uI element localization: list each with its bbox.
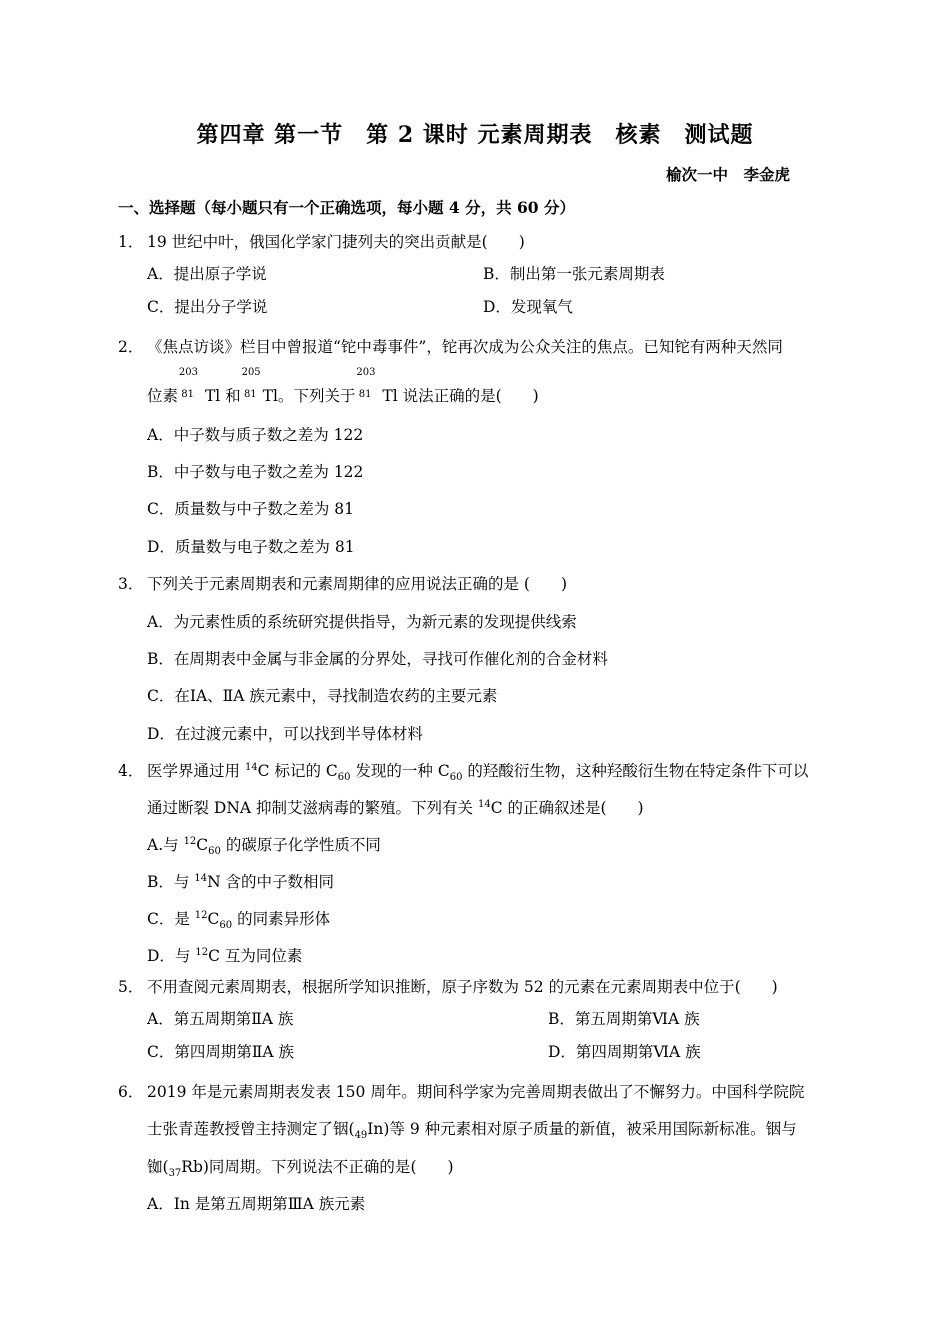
superscript: 12 [183,835,197,847]
question-text: 不用查阅元素周期表，根据所学知识推断，原子序数为 52 的元素在元素周期表中位于( ) [147,978,778,996]
atomic-number: 81 [243,389,257,400]
section-heading: 一、选择题（每小题只有一个正确选项，每小题 4 分，共 60 分） [118,198,575,217]
text-fragment: 铷( [147,1158,169,1176]
text-fragment: C．是 [147,910,195,928]
text-fragment: C 的正确叙述是( ) [490,799,644,817]
text-fragment: Tl。下列关于 [262,387,356,405]
option-d: D．第四周期第ⅥA 族 [548,1043,701,1061]
option-c: C．质量数与中子数之差为 81 [147,500,355,518]
question-text-line-2 [147,796,644,818]
atomic-number: 81 [358,389,372,400]
superscript: 14 [194,872,208,884]
option-c: C．在ⅠA、ⅡA 族元素中，寻找制造农药的主要元素 [147,687,498,705]
text-fragment: B．与 [147,873,195,891]
question-text-line-1 [147,759,809,784]
text-fragment: 位素 [147,387,179,405]
question-number: 2． [118,338,144,356]
text-fragment: A.与 [147,836,184,854]
option-b [147,870,334,892]
question-text-line-1: 2019 年是元素周期表发表 150 周年。期间科学家为完善周期表做出了不懈努力。中国科学院院 [147,1083,805,1101]
text-fragment: C 互为同位素 [208,947,303,965]
option-b: B．制出第一张元素周期表 [483,265,665,283]
text-fragment: 的羟酸衍生物，这种羟酸衍生物在特定条件下可以 [462,762,809,780]
option-a: A．第五周期第ⅡA 族 [147,1010,294,1028]
option-b: B．第五周期第ⅥA 族 [548,1010,700,1028]
text-fragment: C 标记的 C [257,762,338,780]
subscript: 60 [208,846,221,858]
question-number: 4． [118,762,144,780]
text-fragment: C [196,836,209,854]
text-fragment: 发现的一种 C [350,762,450,780]
option-d: D．质量数与电子数之差为 81 [147,538,355,556]
page-title: 第四章 第一节 第 2 课时 元素周期表 核素 测试题 [196,122,754,148]
option-c [147,907,331,932]
isotope-notation [178,367,200,401]
question-text: 19 世纪中叶，俄国化学家门捷列夫的突出贡献是( ) [147,233,525,251]
option-a: A．In 是第五周期第ⅢA 族元素 [147,1195,366,1213]
question-text-line-2 [147,1117,797,1142]
subscript: 60 [337,772,351,784]
text-fragment: In)等 9 种元素相对原子质量的新值，被采用国际新标准。铟与 [367,1120,797,1138]
text-fragment: 士张青莲教授曾主持测定了铟( [147,1120,355,1138]
text-fragment: C [207,910,220,928]
superscript: 14 [477,798,491,810]
question-text-line-3 [147,1155,454,1180]
subscript: 49 [354,1130,368,1142]
superscript: 12 [194,909,208,921]
question-number: 5． [118,978,144,996]
mass-number: 203 [356,367,376,378]
atomic-number: 81 [181,389,195,400]
superscript: 14 [244,761,258,773]
subscript: 37 [168,1168,182,1180]
option-d: D．发现氧气 [483,298,573,316]
subscript: 60 [219,920,233,932]
isotope-notation [241,367,263,401]
option-d: D．在过渡元素中，可以找到半导体材料 [147,725,423,743]
text-fragment: N 含的中子数相同 [207,873,335,891]
option-a: A．为元素性质的系统研究提供指导，为新元素的发现提供线索 [147,613,577,631]
option-a: A．提出原子学说 [147,265,267,283]
option-c: C．提出分子学说 [147,298,268,316]
text-fragment: Tl 说法正确的是( ) [377,387,539,405]
mass-number: 203 [178,367,199,378]
text-fragment: Rb)同周期。下列说法不正确的是( ) [181,1158,454,1176]
question-text: 下列关于元素周期表和元素周期律的应用说法正确的是 ( ) [147,575,568,593]
question-number: 1． [118,233,144,251]
option-a [147,833,381,858]
question-text-line-2 [147,367,539,406]
superscript: 12 [195,946,209,958]
option-b: B．在周期表中金属与非金属的分界处，寻找可作催化剂的合金材料 [147,650,608,668]
text-fragment: 医学界通过用 [147,762,245,780]
isotope-notation [355,367,377,401]
option-b: B．中子数与电子数之差为 122 [147,463,364,481]
question-number: 3． [118,575,144,593]
text-fragment: 通过断裂 DNA 抑制艾滋病毒的繁殖。下列有关 [147,799,478,817]
text-fragment: 的碳原子化学性质不同 [220,836,381,854]
option-d [147,944,302,966]
mass-number: 205 [241,367,261,378]
question-number: 6． [118,1083,144,1101]
author-line: 榆次一中 李金虎 [666,165,791,184]
option-a: A．中子数与质子数之差为 122 [147,426,364,444]
text-fragment: Tl 和 [200,387,241,405]
text-fragment: D．与 [147,947,196,965]
subscript: 60 [449,772,463,784]
question-text-line-1: 《焦点访谈》栏目中曾报道“铊中毒事件”，铊再次成为公众关注的焦点。已知铊有两种天然同 [147,338,783,356]
option-c: C．第四周期第ⅡA 族 [147,1043,295,1061]
text-fragment: 的同素异形体 [232,910,331,928]
